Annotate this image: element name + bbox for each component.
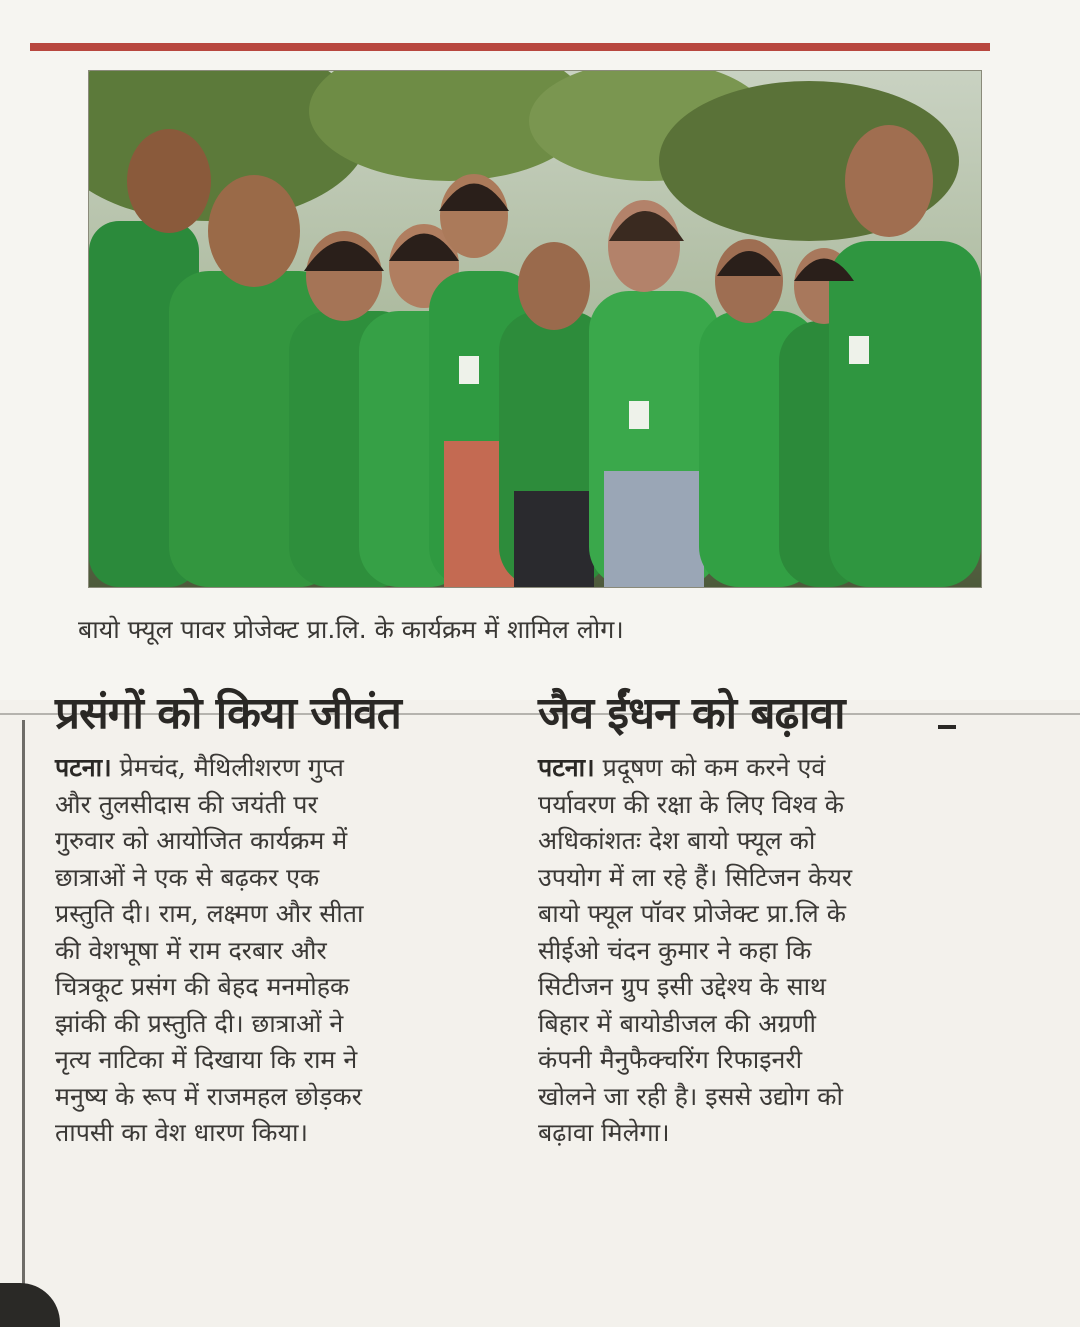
left-line: तापसी का वेश धारण किया। <box>55 1118 308 1148</box>
left-line: प्रस्तुति दी। राम, लक्ष्मण और सीता <box>55 899 364 929</box>
right-line: उपयोग में ला रहे हैं। सिटिजन केयर <box>538 862 853 892</box>
right-line: सीईओ चंदन कुमार ने कहा कि <box>538 935 812 965</box>
clipping-left-border <box>22 720 25 1310</box>
left-line: और तुलसीदास की जयंती पर <box>55 789 318 819</box>
right-line: बिहार में बायोडीजल की अग्रणी <box>538 1008 816 1038</box>
left-article <box>55 690 485 1152</box>
left-line: प्रेमचंद, मैथिलीशरण गुप्त <box>119 753 344 783</box>
left-line: झांकी की प्रस्तुति दी। छात्राओं ने <box>55 1008 344 1038</box>
right-line: खोलने जा रही है। इससे उद्योग को <box>538 1081 843 1111</box>
left-line: की वेशभूषा में राम दरबार और <box>55 935 327 965</box>
right-line: पर्यावरण की रक्षा के लिए विश्व के <box>538 789 844 819</box>
right-line: अधिकांशतः देश बायो फ्यूल को <box>538 826 816 856</box>
left-line: नृत्य नाटिका में दिखाया कि राम ने <box>55 1045 358 1075</box>
right-line: कंपनी मैनुफैक्चरिंग रिफाइनरी <box>538 1045 803 1075</box>
page-corner <box>0 1283 60 1327</box>
group-photo <box>88 70 982 588</box>
right-article-body <box>538 750 978 1152</box>
left-article-body <box>55 750 485 1152</box>
right-line: बढ़ावा मिलेगा। <box>538 1118 670 1148</box>
left-line: गुरुवार को आयोजित कार्यक्रम में <box>55 826 348 856</box>
right-article-headline: जैव ईंधन को बढ़ावा <box>538 688 845 739</box>
right-line: सिटीजन ग्रुप इसी उद्देश्य के साथ <box>538 972 827 1002</box>
left-dateline: पटना। <box>55 753 112 783</box>
right-line: प्रदूषण को कम करने एवं <box>602 753 826 783</box>
right-line: बायो फ्यूल पॉवर प्रोजेक्ट प्रा.लि के <box>538 899 846 929</box>
left-article-headline: प्रसंगों को किया जीवंत <box>55 688 401 739</box>
left-line: चित्रकूट प्रसंग की बेहद मनमोहक <box>55 972 350 1002</box>
right-dateline: पटना। <box>538 753 595 783</box>
red-rule <box>30 43 990 51</box>
group-photo-illustration <box>89 71 981 587</box>
right-article <box>538 690 978 1152</box>
left-line: छात्राओं ने एक से बढ़कर एक <box>55 862 320 892</box>
photo-caption: बायो फ्यूल पावर प्रोजेक्ट प्रा.लि. के कार्यक्रम में शामिल लोग। <box>78 615 624 644</box>
left-line: मनुष्य के रूप में राजमहल छोड़कर <box>55 1081 362 1111</box>
